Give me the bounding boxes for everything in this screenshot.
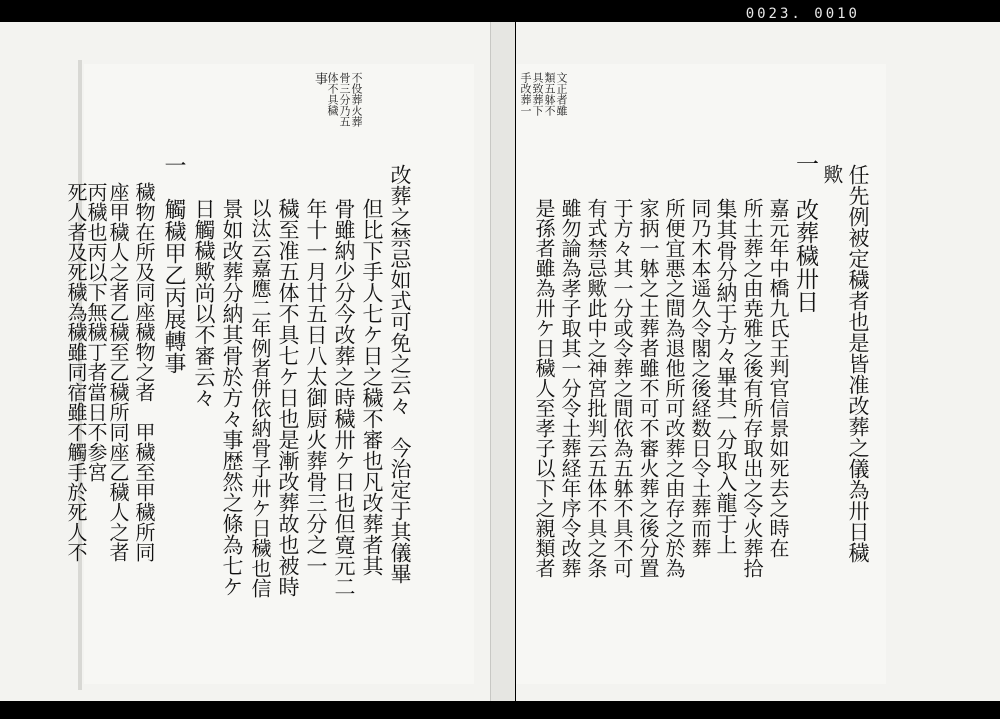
left-margin-note-line: 事 bbox=[312, 72, 327, 85]
book-gutter bbox=[490, 22, 515, 701]
left-margin-note-line: 体不具穢 bbox=[326, 72, 339, 116]
text-column: 同乃木本遥久令閣之後経数日令土葬而葬 bbox=[688, 198, 712, 558]
microfilm-frame-number: 0023. 0010 bbox=[745, 6, 860, 22]
left-page bbox=[0, 22, 510, 701]
text-column: 集其骨分納于方々畢其一分取入龍于上 bbox=[714, 198, 738, 555]
section-heading: 一 觸穢甲乙丙展轉事 bbox=[161, 154, 186, 374]
text-column: 日觸穢歟尚以不審云々 bbox=[192, 198, 216, 408]
right-margin-note-line: 手改葬一 bbox=[519, 72, 532, 116]
text-column: 骨雖納少分今改葬之時穢卅ケ日也但寛元二 bbox=[332, 198, 356, 597]
text-column: 于方々其一分或令葬之間依為五躰不具不可 bbox=[610, 198, 634, 578]
text-column: 丙穢也丙以下無穢丁者當日不参宮 bbox=[84, 182, 108, 482]
text-column: 死人者及死穢為穢雖同宿雖不觸手於死人不 bbox=[64, 182, 88, 562]
right-margin-note-line: 具致葬下 bbox=[531, 72, 544, 116]
text-column: 任先例被定穢者也是皆准改葬之儀為卅日穢 bbox=[846, 164, 870, 563]
text-column: 家抦一躰之土葬者雖不可不審火葬之後分置 bbox=[636, 198, 660, 578]
right-page bbox=[516, 22, 1000, 701]
text-column: 但比下手人七ケ日之穢不審也凡改葬者其 bbox=[360, 198, 384, 576]
text-column: 雖勿論為孝子取其一分令土葬経年序令改葬 bbox=[558, 198, 582, 578]
text-column: 年十一月廿五日八太御厨火葬骨三分之一 bbox=[304, 198, 328, 576]
text-column: 嘉元年中橋九氏王判官信景如死去之時在 bbox=[766, 198, 790, 558]
text-column: 有式禁忌歟此中之神宮批判云五体不具之条 bbox=[584, 198, 608, 578]
text-column: 改葬之禁忌如式可免之云々 今治定于其儀畢 bbox=[388, 164, 412, 584]
text-column: 所土葬之由尭雅之後有所存取出之令火葬拾 bbox=[740, 198, 764, 578]
text-column: 穢至准五体不具七ケ日也是漸改葬故也被時 bbox=[276, 198, 300, 597]
left-margin-note-line: 不伇葬火葬 bbox=[350, 72, 363, 127]
text-column: 座甲穢人之者乙穢至乙穢所同座乙穢人之者 bbox=[106, 182, 130, 562]
text-column: 景如改葬分納其骨於方々事歴然之條為七ケ bbox=[220, 198, 244, 597]
text-column: 所便宜悪之間為退他所可改葬之由存之於為 bbox=[662, 198, 686, 578]
right-page-text-area bbox=[516, 64, 886, 684]
section-heading: 一 改葬穢卅日 bbox=[792, 152, 818, 313]
left-page-text-area bbox=[64, 64, 474, 684]
right-margin-note-line: 文正者雖 bbox=[555, 72, 568, 116]
left-margin-note-line: 骨三分乃五 bbox=[338, 72, 351, 127]
text-column: 歟 bbox=[820, 164, 844, 184]
right-margin-note-line: 類五躰不 bbox=[543, 72, 556, 116]
text-column: 是孫者雖為卅ケ日穢人至孝子以下之親類者 bbox=[532, 198, 556, 578]
text-column: 穢物在所及同座穢物之者 甲穢至甲穢所同 bbox=[132, 182, 156, 562]
text-column: 以汰云嘉應二年例者併依納骨子卅ケ日穢也信 bbox=[248, 198, 272, 598]
